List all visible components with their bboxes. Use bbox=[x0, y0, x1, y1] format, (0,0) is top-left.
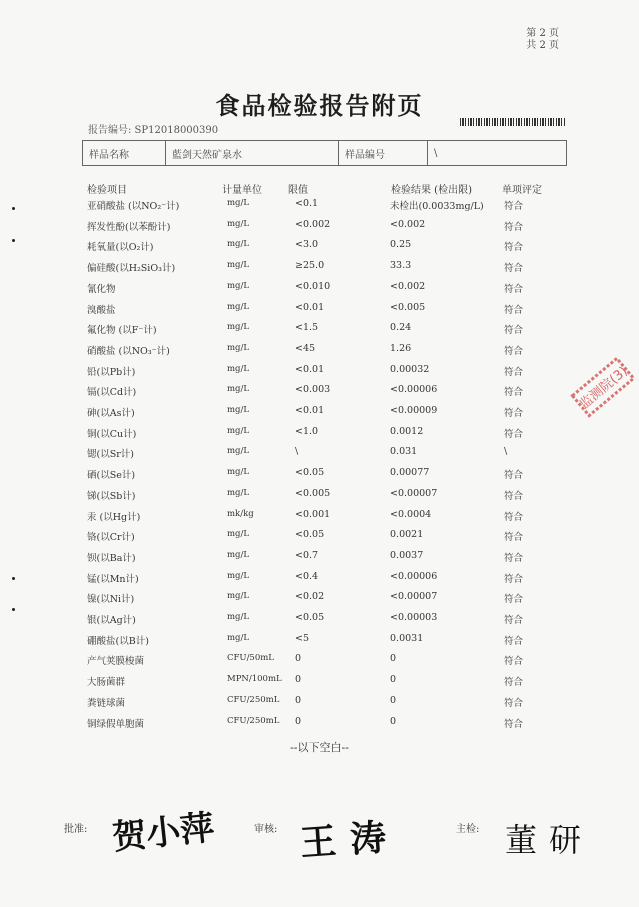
sample-code-label: 样品编号 bbox=[339, 141, 428, 166]
row-verdict: 符合 bbox=[504, 408, 524, 419]
row-unit: mg/L bbox=[227, 198, 250, 208]
row-verdict: 符合 bbox=[504, 656, 524, 668]
row-unit: CFU/250mL bbox=[227, 694, 280, 705]
row-item: 汞 (以Hg计) bbox=[87, 511, 141, 523]
table-row bbox=[0, 716, 639, 736]
table-row bbox=[0, 550, 639, 570]
row-item: 偏硅酸(以H₂SiO₃计) bbox=[87, 263, 176, 275]
row-limit: ≥25.0 bbox=[295, 260, 325, 272]
row-verdict: 符合 bbox=[504, 366, 524, 378]
row-item: 铜绿假单胞菌 bbox=[87, 718, 145, 730]
row-limit: <0.05 bbox=[295, 612, 325, 623]
table-row bbox=[0, 695, 639, 715]
row-unit: mg/L bbox=[227, 218, 250, 229]
row-limit: <0.010 bbox=[295, 280, 331, 292]
sample-code-value: \ bbox=[428, 141, 567, 166]
row-item: 锰(以Mn计) bbox=[87, 573, 139, 585]
row-limit: 0 bbox=[295, 694, 302, 706]
table-row bbox=[0, 529, 639, 549]
row-item: 氟化物 (以F⁻计) bbox=[87, 325, 157, 337]
page-total: 共 2 页 bbox=[526, 40, 559, 51]
scan-mark bbox=[12, 577, 15, 580]
row-item: 耗氧量(以O₂计) bbox=[87, 242, 154, 254]
row-verdict: \ bbox=[504, 446, 508, 458]
sample-info-table bbox=[82, 140, 567, 166]
row-limit: <45 bbox=[295, 342, 316, 354]
row-verdict: 符合 bbox=[504, 677, 524, 689]
row-limit: <0.01 bbox=[295, 405, 325, 416]
row-result: 33.3 bbox=[390, 260, 412, 272]
row-unit: mg/L bbox=[227, 405, 250, 415]
row-unit: mg/L bbox=[227, 280, 250, 291]
table-row bbox=[0, 239, 639, 259]
barcode bbox=[460, 118, 566, 126]
table-row bbox=[0, 467, 639, 487]
row-result: 1.26 bbox=[390, 342, 412, 354]
row-item: 银(以Ag计) bbox=[87, 615, 136, 626]
row-item: 挥发性酚(以苯酚计) bbox=[87, 221, 171, 233]
row-verdict: 符合 bbox=[504, 635, 524, 647]
row-limit: <0.4 bbox=[295, 570, 319, 582]
row-limit: <1.0 bbox=[295, 425, 319, 437]
row-unit: mg/L bbox=[227, 239, 250, 250]
review-signature: 王涛 bbox=[298, 815, 402, 865]
table-row bbox=[0, 612, 639, 632]
row-verdict: 符合 bbox=[504, 697, 524, 709]
row-limit: <0.7 bbox=[295, 549, 319, 561]
header-unit: 计量单位 bbox=[222, 185, 262, 196]
row-unit: mg/L bbox=[227, 632, 250, 643]
row-verdict: 符合 bbox=[504, 573, 524, 585]
row-verdict: 符合 bbox=[504, 304, 524, 316]
row-verdict: 符合 bbox=[504, 201, 524, 212]
row-limit: <0.02 bbox=[295, 591, 325, 603]
table-row bbox=[0, 302, 639, 322]
row-verdict: 符合 bbox=[504, 242, 524, 254]
row-unit: mg/L bbox=[227, 591, 250, 602]
row-result: 0 bbox=[390, 715, 397, 727]
row-limit: 0 bbox=[295, 674, 302, 686]
row-unit: mg/L bbox=[227, 322, 250, 333]
row-result: 0.25 bbox=[390, 239, 412, 251]
row-item: 铬(以Cr计) bbox=[87, 532, 135, 544]
row-result: 0.0037 bbox=[390, 549, 424, 561]
table-row bbox=[0, 219, 639, 239]
row-unit: mg/L bbox=[227, 612, 250, 622]
row-unit: mg/L bbox=[227, 425, 250, 436]
row-unit: mg/L bbox=[227, 301, 250, 312]
header-limit: 限值 bbox=[288, 185, 308, 196]
row-unit: mg/L bbox=[227, 549, 250, 560]
row-result: 0.0031 bbox=[390, 632, 424, 644]
row-result: <0.00003 bbox=[390, 612, 438, 623]
row-result: 0.00077 bbox=[390, 467, 430, 479]
row-result: <0.002 bbox=[390, 218, 426, 230]
row-item: 铜(以Cu计) bbox=[87, 428, 137, 440]
report-title: 食品检验报告附页 bbox=[215, 92, 424, 120]
scan-mark bbox=[12, 239, 15, 242]
sample-name-value: 藍剑天然矿泉水 bbox=[166, 141, 339, 166]
table-row bbox=[0, 571, 639, 591]
row-result: 未检出(0.0033mg/L) bbox=[390, 201, 484, 212]
row-unit: mg/L bbox=[227, 446, 250, 457]
row-limit: <0.01 bbox=[295, 363, 325, 375]
row-limit: \ bbox=[295, 446, 299, 458]
review-label: 审核: bbox=[254, 824, 278, 835]
scan-mark bbox=[12, 608, 15, 611]
table-row bbox=[0, 322, 639, 342]
row-verdict: 符合 bbox=[504, 263, 524, 275]
row-limit: <3.0 bbox=[295, 239, 319, 251]
row-unit: mg/L bbox=[227, 487, 250, 498]
row-verdict: 符合 bbox=[504, 345, 524, 357]
row-result: 0.0021 bbox=[390, 529, 424, 541]
row-item: 粪链球菌 bbox=[87, 697, 126, 709]
row-item: 镉(以Cd计) bbox=[87, 387, 137, 399]
row-item: 硼酸盐(以B计) bbox=[87, 635, 149, 647]
page-current: 第 2 页 bbox=[526, 28, 559, 39]
table-row bbox=[0, 591, 639, 611]
table-row bbox=[0, 653, 639, 673]
row-unit: mg/L bbox=[227, 467, 250, 478]
row-unit: mg/L bbox=[227, 570, 250, 581]
table-row bbox=[0, 446, 639, 466]
row-result: 0.24 bbox=[390, 322, 412, 334]
row-verdict: 符合 bbox=[504, 511, 524, 523]
row-unit: mg/L bbox=[227, 342, 250, 353]
scan-mark bbox=[12, 207, 15, 210]
row-item: 亚硝酸盐 (以NO₂⁻计) bbox=[87, 201, 180, 212]
sample-name-label: 样品名称 bbox=[83, 141, 166, 166]
row-item: 溴酸盐 bbox=[87, 304, 116, 316]
row-result: <0.00006 bbox=[390, 384, 438, 396]
row-limit: <0.002 bbox=[295, 218, 331, 230]
row-result: <0.005 bbox=[390, 301, 426, 313]
end-note: --以下空白-- bbox=[290, 741, 349, 754]
table-row bbox=[0, 198, 639, 218]
row-limit: <0.01 bbox=[295, 301, 325, 313]
row-verdict: 符合 bbox=[504, 718, 524, 730]
row-item: 锑(以Sb计) bbox=[87, 490, 136, 502]
row-limit: <0.05 bbox=[295, 467, 325, 479]
stamp-text: 监测院(3) bbox=[577, 363, 631, 413]
table-row bbox=[0, 509, 639, 529]
row-result: <0.00006 bbox=[390, 570, 438, 582]
table-row bbox=[0, 281, 639, 301]
row-item: 砷(以As计) bbox=[87, 408, 135, 419]
row-unit: mg/L bbox=[227, 260, 250, 271]
row-result: <0.002 bbox=[390, 280, 426, 292]
row-result: 0 bbox=[390, 653, 397, 665]
header-verdict: 单项评定 bbox=[502, 185, 542, 196]
row-item: 锶(以Sr计) bbox=[87, 449, 134, 461]
test-signature: 董研 bbox=[505, 821, 594, 859]
row-result: 0.0012 bbox=[390, 425, 424, 437]
test-label: 主检: bbox=[456, 824, 480, 835]
row-item: 铅(以Pb计) bbox=[87, 366, 136, 378]
row-unit: mk/kg bbox=[227, 508, 254, 519]
row-verdict: 符合 bbox=[504, 532, 524, 544]
row-verdict: 符合 bbox=[504, 325, 524, 337]
row-item: 硒(以Se计) bbox=[87, 470, 136, 482]
row-limit: <0.001 bbox=[295, 508, 331, 520]
approve-signature: 贺小萍 bbox=[110, 807, 217, 859]
table-row bbox=[0, 674, 639, 694]
table-row bbox=[0, 426, 639, 446]
table-row bbox=[0, 343, 639, 363]
header-result: 检验结果 (检出限) bbox=[391, 185, 472, 196]
row-limit: 0 bbox=[295, 653, 302, 665]
row-result: 0.00032 bbox=[390, 363, 430, 375]
row-result: 0 bbox=[390, 674, 397, 686]
row-limit: <0.003 bbox=[295, 384, 331, 396]
table-row bbox=[0, 384, 639, 404]
row-unit: CFU/250mL bbox=[227, 715, 280, 726]
row-limit: <0.05 bbox=[295, 529, 325, 541]
row-limit: <0.005 bbox=[295, 487, 331, 499]
row-unit: mg/L bbox=[227, 363, 250, 374]
row-item: 产气荚膜梭菌 bbox=[87, 656, 145, 668]
row-verdict: 符合 bbox=[504, 470, 524, 482]
row-item: 硝酸盐 (以NO₃⁻计) bbox=[87, 345, 170, 357]
row-item: 镍(以Ni计) bbox=[87, 594, 135, 606]
header-item: 检验项目 bbox=[87, 185, 127, 196]
table-row bbox=[0, 405, 639, 425]
row-verdict: 符合 bbox=[504, 283, 524, 295]
row-result: 0.031 bbox=[390, 446, 418, 458]
row-verdict: 符合 bbox=[504, 594, 524, 606]
row-result: <0.0004 bbox=[390, 508, 432, 520]
row-limit: <5 bbox=[295, 632, 310, 644]
row-item: 大肠菌群 bbox=[87, 677, 126, 689]
row-verdict: 符合 bbox=[504, 615, 524, 626]
row-result: <0.00007 bbox=[390, 591, 438, 603]
row-unit: mg/L bbox=[227, 384, 250, 395]
page-number bbox=[526, 28, 559, 52]
row-result: 0 bbox=[390, 694, 397, 706]
table-row bbox=[0, 488, 639, 508]
report-number: 报告编号: SP12018000390 bbox=[88, 125, 219, 136]
row-verdict: 符合 bbox=[504, 552, 524, 564]
row-limit: 0 bbox=[295, 715, 302, 727]
row-verdict: 符合 bbox=[504, 428, 524, 440]
row-result: <0.00009 bbox=[390, 405, 438, 416]
row-verdict: 符合 bbox=[504, 490, 524, 502]
table-row bbox=[0, 633, 639, 653]
row-item: 氰化物 bbox=[87, 283, 116, 295]
approve-label: 批准: bbox=[64, 824, 88, 835]
row-limit: <0.1 bbox=[295, 198, 319, 209]
row-unit: mg/L bbox=[227, 529, 250, 540]
row-result: <0.00007 bbox=[390, 487, 438, 499]
table-row bbox=[0, 260, 639, 280]
row-limit: <1.5 bbox=[295, 322, 319, 334]
row-item: 钡(以Ba计) bbox=[87, 552, 136, 564]
row-unit: CFU/50mL bbox=[227, 653, 274, 664]
table-row bbox=[0, 364, 639, 384]
row-unit: MPN/100mL bbox=[227, 674, 282, 685]
row-verdict: 符合 bbox=[504, 387, 524, 399]
row-verdict: 符合 bbox=[504, 221, 524, 233]
official-stamp bbox=[568, 352, 638, 422]
